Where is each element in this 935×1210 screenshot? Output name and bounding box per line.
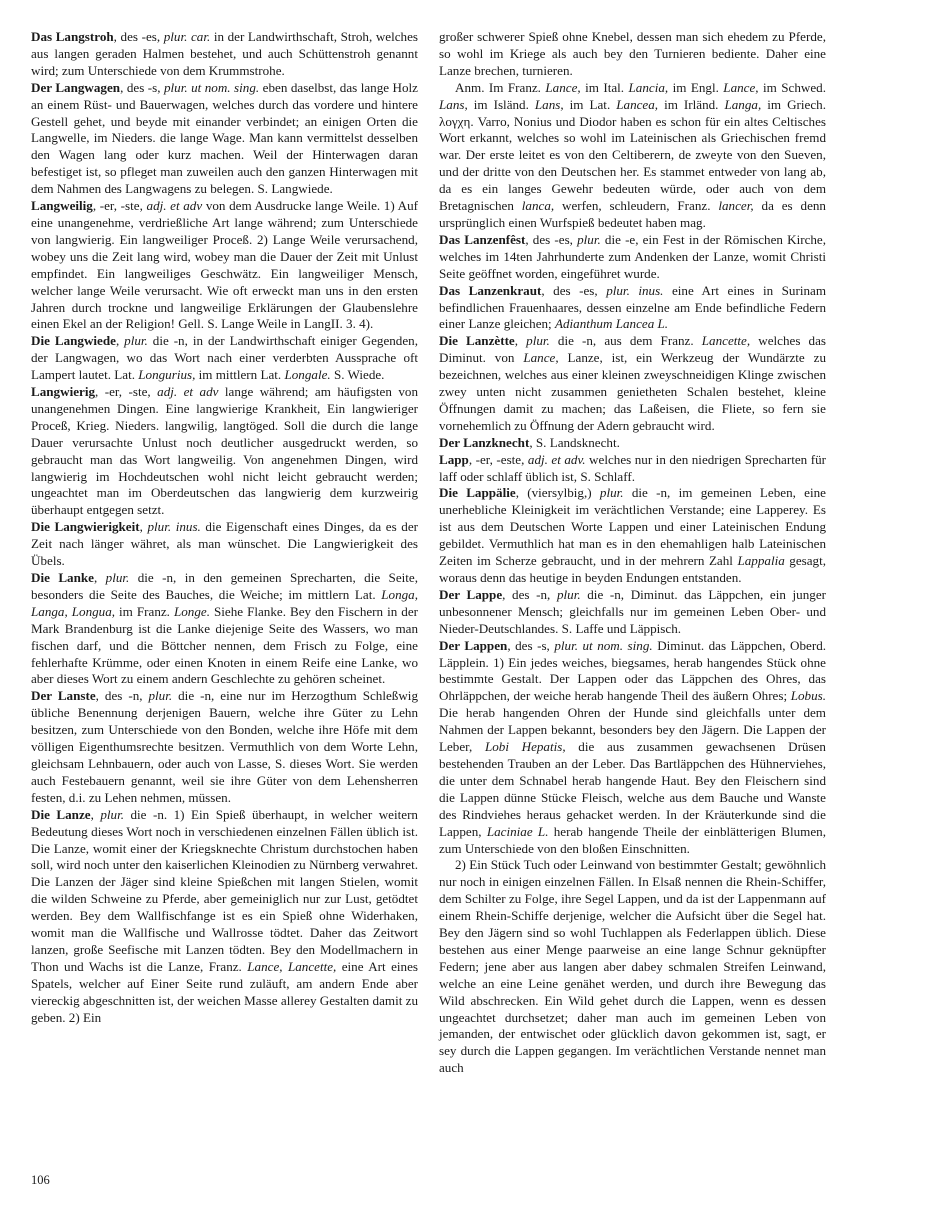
italic-term: Lobus. xyxy=(790,688,826,704)
entry-text: im mittlern Lat. xyxy=(195,367,285,383)
entry-text: , xyxy=(514,333,527,349)
entry-text: im Irländ. xyxy=(658,96,725,112)
dictionary-entry xyxy=(31,80,418,198)
headword: Die Lanze xyxy=(31,806,91,822)
entry-text: , xyxy=(90,806,101,822)
entry-text: im Franz. xyxy=(115,603,174,619)
entry-text: , des -n, xyxy=(502,586,557,602)
headword: Der Lanzknecht xyxy=(439,434,530,450)
dictionary-entry xyxy=(31,198,418,333)
italic-term: Lance, xyxy=(545,79,581,95)
entry-text: die -n, im gemeinen Leben, eine unerhebliche Kleinigkeit im verächtlichen Verstande; eine Lapperey. Es ist aus dem Deutschen Worte Lappen und einer Lateinischen Endung gebildet. Vermuthlich hat man es in den ehemahligen halb Lateinischen Zeiten im Scherze gebraucht, und in der mehrern Zahl xyxy=(439,485,826,569)
italic-term: Longa, Langa, Longua, xyxy=(31,586,418,619)
italic-term: plur. car. xyxy=(163,29,211,44)
entry-text: , -er, -ste, xyxy=(92,198,147,214)
headword: Die Lanzètte xyxy=(439,333,515,349)
italic-term: Longale. xyxy=(284,367,331,383)
italic-term: Lobi Hepatis, xyxy=(484,739,566,755)
italic-term: Lans, xyxy=(534,96,564,112)
dictionary-entry xyxy=(439,435,826,452)
entry-text: , des -n, xyxy=(95,688,149,704)
entry-text: lange während; am häufigsten von unangenehmen Dingen. Eine langwierige Krankheit, Ein langwieriger Proceß, Krieg. Nieders. langwilig, langtöged. Soll die durch die lange Dauer verursachte Unlust noch deutlicher ausgedruckt werden, so gebraucht man das Wort langweilig. Von angenehmen Dingen, wird langwierig im Hochdeutschen wohl nicht leicht gebraucht werden; ungeachtet man im Oberdeutschen das langwierig dem kurzweirig überhaupt entgegen setzt. xyxy=(31,384,418,518)
entry-text: die -n, aus dem Franz. xyxy=(549,333,702,349)
entry-text: 2) Ein Stück Tuch oder Leinwand von bestimmter Gestalt; gewöhnlich nur noch in einigen einzelnen Fällen. In Elsaß nennen die Rhein-Schiffer, dem Schilter zu Folge, ihre Segel Lappen, und da ist der Lappenmann auf einem Rhein-Schiffe derjenige, welcher die Aufsicht über die Segel hat. Bey den Jägern sind so wohl Tuchlappen als Federlappen üblich. Diese bestehen aus einer Menge paarweise an eine lange Schnur geknüpfter Federn; jene aber aus langen aber dabey schmalen Streifen Leinwand, welche an eine Leine genähet werden, und durch ihre Bewegung das Wild abschrecken. Ein Wild gehet durch die Lappen, wenn es dessen ungeachtet durchsetzet; daher man auch im gemeinen Leben von jemanden, der entwischet oder glücklich davon gekommen ist, sagt, er sey durch die Lappen gegangen. Im verächtlichen Verstande nennet man auch xyxy=(439,857,826,1076)
entry-text: im Schwed. xyxy=(758,79,826,95)
headword: Der Lappe xyxy=(439,586,503,602)
entry-text: die -n. 1) Ein Spieß überhaupt, in welcher weitern Bedeutung dieses Wort noch in verschiedenen einzelnen Fällen üblich ist. Die Lanze, womit einer der Kriegsknechte Christum durchstochen haben soll, wird noch unter den kaiserlichen Kleinodien zu Nürnberg verwahret. Die Lanzen der Jäger sind kleine Spießchen mit langen Stielen, womit die wilden Schweine zu Pferde, aber gemeiniglich nur zur Lust, getödtet werden. Bey dem Wallfischfange ist es ein Spieß ohne Widerhaken, womit man die Wallfische und Wallrosse tödtet. Daher das Zeitwort lanzen, große Seefische mit Lanzen tödten. Bey den Modellmachern in Thon und Wachs ist die Lanze, Franz. xyxy=(31,806,418,974)
italic-term: Longurius, xyxy=(138,367,196,383)
dictionary-entry xyxy=(31,29,418,80)
headword: Der Langwagen xyxy=(31,79,121,95)
headword: Das Lanzenkraut xyxy=(439,282,542,298)
entry-text: die -n, in den gemeinen Sprecharten, die Seite, besonders die Seite des Bauches, die Weiche; im mittlern Lat. xyxy=(31,570,419,602)
entry-text: , des -es, xyxy=(541,282,607,298)
dictionary-entry xyxy=(31,807,418,1027)
entry-text: gesagt, woraus denn das heutige in beyden Endungen entstanden. xyxy=(439,553,827,585)
italic-term: Lappalia xyxy=(737,553,785,569)
headword: Langweilig xyxy=(31,198,93,214)
dictionary-entry xyxy=(439,333,826,434)
dictionary-entry xyxy=(439,587,826,638)
italic-term: plur. xyxy=(577,231,601,247)
dictionary-entry xyxy=(439,283,826,334)
italic-term: adj. et adv xyxy=(146,198,203,214)
italic-term: Adianthum Lancea L. xyxy=(554,316,669,332)
entry-text: , (viersylbig,) xyxy=(515,485,600,501)
italic-term: Lancette, xyxy=(701,333,751,349)
entry-text: Die herab hangenden Ohren der Hunde sind gleichfalls unter dem Nahmen der Lappen bekannt, besonders bey den Jägern. Die Lappen der Leber, xyxy=(439,705,826,755)
entry-text: , xyxy=(115,333,125,349)
entry-paragraph xyxy=(439,80,826,232)
italic-term: lanca, xyxy=(521,198,555,214)
entry-text: welches nur in den niedrigen Sprecharten für laff oder schlaff üblich ist, S. Schlaff. xyxy=(439,451,826,484)
italic-term: plur. xyxy=(124,333,148,349)
italic-term: Lancia, xyxy=(628,79,669,95)
italic-term: plur. xyxy=(526,333,550,349)
entry-text: im Engl. xyxy=(668,79,724,95)
entry-text: , -er, -este, xyxy=(468,451,528,467)
entry-text: eben daselbst, das lange Holz an einem Rüst- und Bauerwagen, welches durch das vordere und hintere Gestell gehet, und beyde mit einander verbindet; an einigen Orten die Langwelle, im Nieders. die lange Wage. Man kann vermittelst desselben den Wagen lang oder kurz machen. Weil der Hinterwagen daran befestiget ist, so pfleget man zuweilen auch den ganzen Hinterwagen mit dem Nahmen des Langwagens zu belegen. S. Langwiede. xyxy=(31,79,418,197)
entry-text: , des -es, xyxy=(113,29,164,44)
headword: Die Lappälie xyxy=(439,485,516,501)
headword: Langwierig xyxy=(31,384,96,400)
italic-term: Langa, xyxy=(724,96,762,112)
entry-text: , des -es, xyxy=(525,231,578,247)
italic-term: lancer, xyxy=(718,198,754,214)
entry-text: im Griech. λογχη. Varro, Nonius und Diodor haben es schon für ein altes Celtisches Wort erkannt, welches so wohl im Lateinischen als Griechischen fremd war. Der erste leitet es von den Celtiberern, de zweyte von den Sueven, und der dritte von den Deutschen her. Es stammet entweder von lang ab, da es ein langes Gewehr bedeuten würde, oder auch von dem Bretagnischen xyxy=(439,96,826,214)
dictionary-entry xyxy=(31,384,418,519)
page-number: 106 xyxy=(31,1173,50,1187)
italic-term: plur. xyxy=(556,586,581,602)
entry-text: die -n, eine nur im Herzogthum Schleßwig übliche Benennung derjenigen Bauern, welche ihre Güter zu Lehn besitzen, zum Unterschiede von den Bonden, welche ihre Höfe mit dem völligen Eigenthumsrechte besitzen. Vermuthlich von dem Worte Lehn, gleichsam Lehnbauern, oder auch von Lasse, S. dieses Wort. Sie werden auch Festebauern genannt, weil sie ihre Güter von dem Lehensherren festen, d.i. zu Lehen nehmen, müssen. xyxy=(31,688,418,805)
entry-text: herab hangende Theile der einblätterigen Blumen, zum Unterschiede von den bloßen Einschnitten. xyxy=(439,823,826,856)
dictionary-entry xyxy=(439,452,826,486)
italic-term: plur. xyxy=(148,688,173,704)
italic-term: Lance, xyxy=(723,79,759,95)
dictionary-entry xyxy=(31,570,418,688)
italic-term: plur. inus. xyxy=(606,282,664,298)
italic-term: plur. xyxy=(105,570,130,585)
headword: Der Lappen xyxy=(439,637,508,653)
entry-text: werfen, schleudern, Franz. xyxy=(554,198,719,214)
dictionary-entry xyxy=(31,688,418,806)
entry-paragraph xyxy=(439,857,826,1077)
headword: Der Lanste xyxy=(31,688,96,704)
right-column xyxy=(439,29,826,1077)
entry-text: Diminut. das Läppchen, Oberd. Läpplein. 1) Ein jedes weiches, biegsames, herab hangendes Stück ohne bestimmte Gestalt. Der Lappen oder das Läppchen des Ohres, das Ohrläppchen, der weiche herab hangende Theil des äußern Ohres; xyxy=(439,637,827,704)
headword: Die Langwiede xyxy=(31,333,116,349)
italic-term: Longe. xyxy=(173,603,210,619)
dictionary-entry xyxy=(439,29,826,80)
entry-text: , des -s, xyxy=(120,79,164,95)
entry-text: die -e, ein Fest in der Römischen Kirche, welches im 14ten Jahrhunderte zum Andenken der Lanze, womit Christi Seite geöffnet worden, eingeführet wurde. xyxy=(439,231,827,281)
dictionary-entry xyxy=(439,232,826,283)
headword: Die Langwierigkeit xyxy=(31,519,140,535)
entry-text: eine Art eines in Surinam befindlichen Frauenhaares, dessen einzelne am Ende befindliche Federn einer Lanze gleichen; xyxy=(439,282,827,332)
entry-text: eine Art eines Spatels, welcher auf Einer Seite rund zuläuft, am andern Ende aber viereckig abgeschnitten ist, der weichen Masse allerey Gestalten damit zu geben. 2) Ein xyxy=(31,958,419,1025)
italic-term: Lance, xyxy=(523,350,559,366)
entry-text: im Ital. xyxy=(580,79,629,95)
entry-text: die -n, Diminut. das Läppchen, ein junger unbesonnener Mensch; gleichfalls nur im gemeinen Leben Ober- und Nieder-Deutschlandes. S. Laffe und Läppisch. xyxy=(439,586,826,636)
entry-text: Siehe Flanke. Bey den Fischern in der Mark Brandenburg ist die Lanke diejenige Seite des Wassers, wo man fischen darf, und die Böttcher nennen, dem Frisch zu Folge, eine fehlerhafte Krümme, oder einen Knoten in einem Reife eine Lanke, wo aber dieses Wort zu einem andern Geschlechte zu gehören scheinet. xyxy=(31,603,418,687)
entry-text: die Eigenschaft eines Dinges, da es der Zeit nach länger währet, als man wünschet. Die Langwierigkeit des Übels. xyxy=(31,519,418,569)
entry-text: im Isländ. xyxy=(467,96,535,112)
entry-text: da es denn ursprünglich einen Wurfspieß bedeutet haben mag. xyxy=(439,198,826,230)
italic-term: plur. xyxy=(599,485,624,501)
dictionary-entry xyxy=(31,519,418,570)
entry-text: , xyxy=(93,570,106,585)
entry-text: S. Wiede. xyxy=(330,367,385,383)
entry-text: , xyxy=(139,519,148,535)
headword: Das Lanzenfêst xyxy=(439,231,526,247)
italic-term: Laciniae L. xyxy=(486,823,549,839)
entry-text: von dem Ausdrucke lange Weile. 1) Auf eine unangenehme, verdrießliche Art lange während; zum Unterschiede von langwierig. Ein langweiliger Proceß. 2) Lange Weile verursachend, wobey uns die Zeit lang wird, wobey man die Dauer der Zeit mit Unlust empfindet. Ein langweiliges Geschwätz. Ein langweiliger Mensch, welcher lange Weile verursacht. Wie oft erweckt man uns in den ersten Jahren durch trockne und langweilige Erklärungen der Glaubenslehre einen Ekel an der Religion! Gell. S. Lange Weile in LangII. 3. 4). xyxy=(31,198,418,332)
italic-term: Lancea, xyxy=(616,96,659,112)
headword: Die Lanke xyxy=(31,570,94,585)
dictionary-entry xyxy=(439,638,826,858)
dictionary-entry xyxy=(31,333,418,384)
italic-term: adj. et adv xyxy=(157,384,219,400)
italic-term: Lans, xyxy=(439,96,468,112)
entry-text: die aus zusammen gewachsenen Drüsen bestehenden Trauben an der Leber. Das Bartläppchen des Hühnerviehes, die unter dem Schnabel herab hangende Haut. Bey den Fleischern sind die Lappen dünne Stücke Fleisch, welche aus dem Bauche und Wanste des Rindviehes heraus gehacket werden. In der Kräuterkunde sind die Lappen, xyxy=(439,739,826,839)
entry-text: , -er, -ste, xyxy=(95,384,158,400)
entry-text: in der Landwirthschaft, Stroh, welches aus langen geraden Halmen bestehet, und auch Schüttenstroh genannt wird; zum Unterschiede von dem Krummstrohe. xyxy=(31,29,419,78)
italic-term: adj. et adv. xyxy=(527,451,586,467)
headword: Lapp xyxy=(439,451,469,467)
italic-term: Lance, Lancette, xyxy=(247,958,337,974)
left-column xyxy=(31,29,418,1026)
headword: Das Langstroh xyxy=(31,29,114,44)
entry-text: im Lat. xyxy=(563,96,617,112)
entry-text: , S. Landsknecht. xyxy=(529,434,620,450)
italic-term: plur. xyxy=(100,806,124,822)
entry-text: welches das Diminut. von xyxy=(439,333,826,366)
entry-text: Anm. Im Franz. xyxy=(455,79,546,95)
entry-text: , des -s, xyxy=(507,637,555,653)
entry-text: Lanze, ist, ein Werkzeug der Wundärzte zu bezeichnen, welches aus einer kleinen zweyschneidigen Klinge zwischen zwey unten nicht zusammen genietheten Schalen bestehet, kleine Öffnungen damit zu machen; das Laßeisen, die Fliete, so fern sie vornehemlich zu Öffnung der Adern gebraucht wird. xyxy=(439,350,826,433)
entry-text: die -n, in der Landwirthschaft einiger Gegenden, der Langwagen, wo das Wort nach einer verderbten Aussprache oft Lampert lautet. Lat. xyxy=(31,333,418,383)
dictionary-entry xyxy=(439,485,826,586)
italic-term: plur. ut nom. sing. xyxy=(554,637,653,653)
entry-text: großer schwerer Spieß ohne Knebel, dessen man sich ehedem zu Pferde, so wohl im Kriege als auch bey den Turnieren bediente. Daher eine Lanze brechen, turnieren. xyxy=(439,29,826,78)
italic-term: plur. ut nom. sing. xyxy=(163,79,260,95)
italic-term: plur. inus. xyxy=(147,519,201,535)
